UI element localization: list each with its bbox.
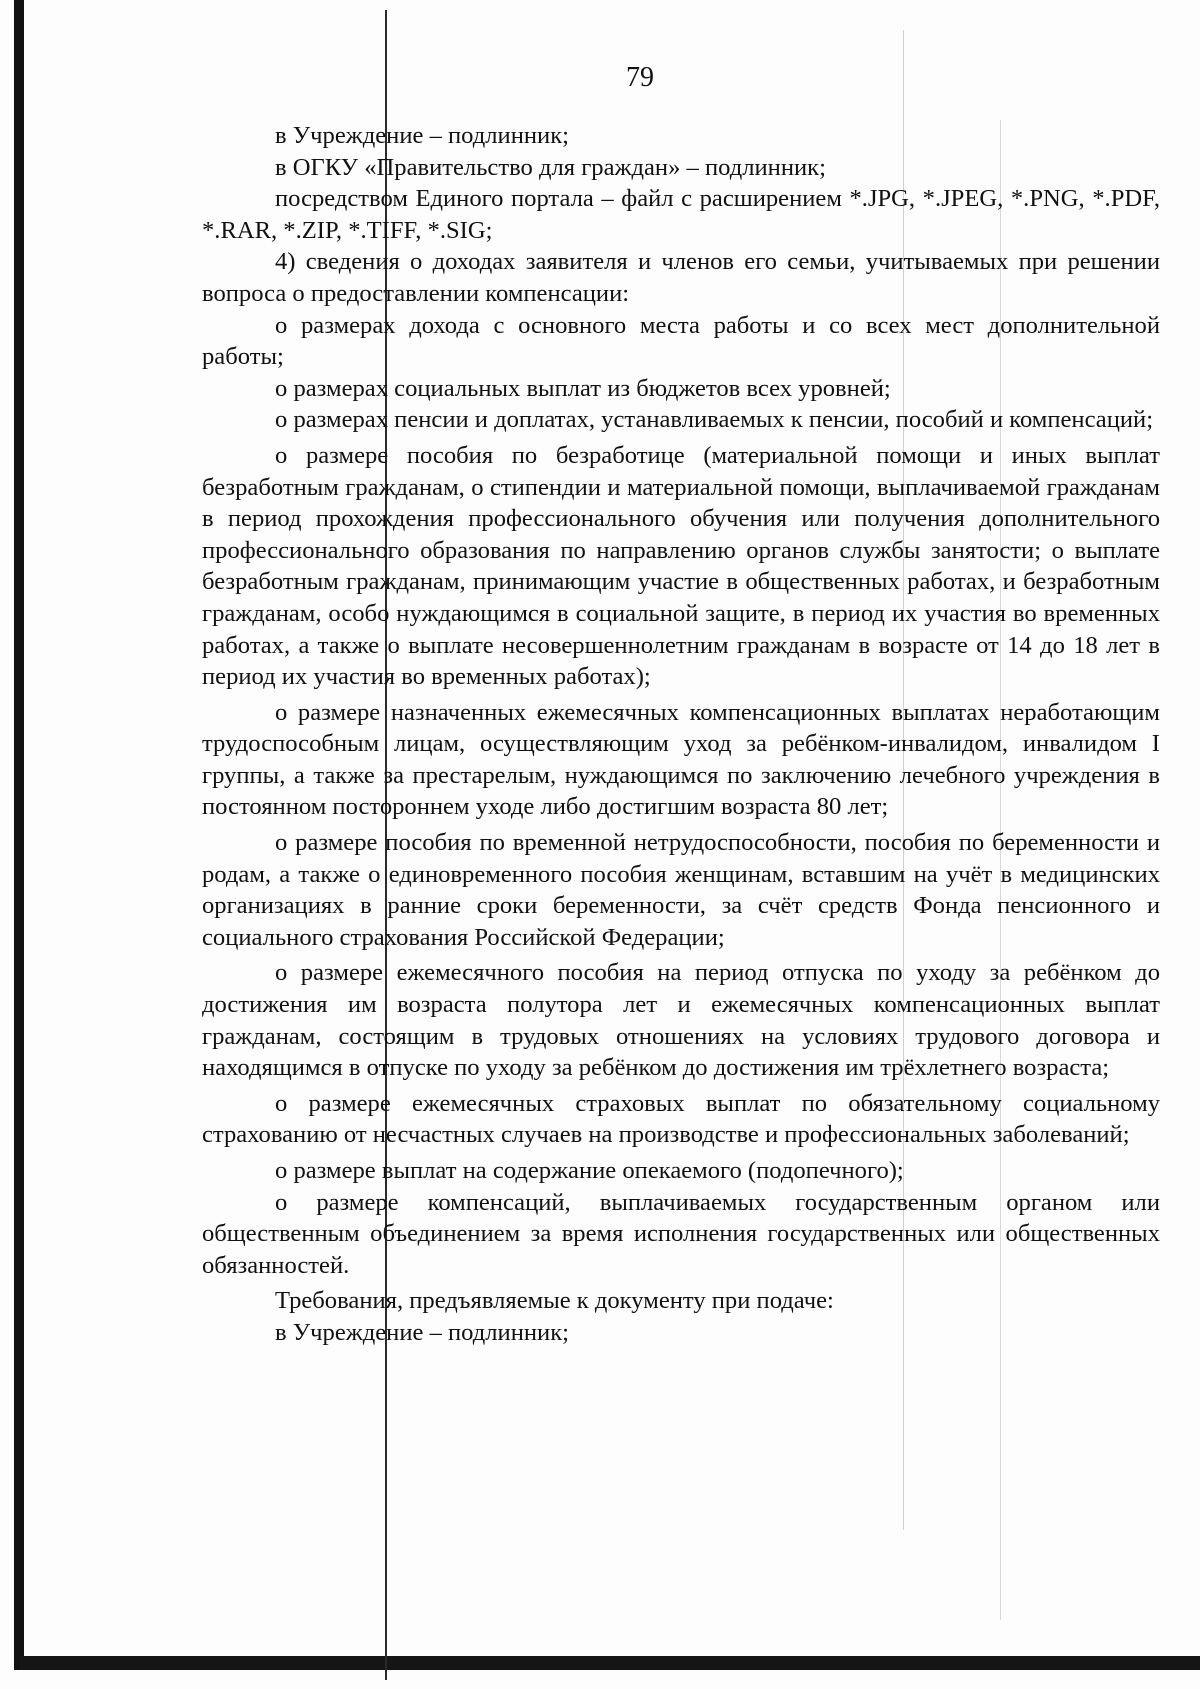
paragraph: о размере ежемесячных страховых выплат по обязательному социальному страхованию от несчастных случаев на производстве и профессиональных заболеваний; [202, 1089, 1160, 1149]
scan-left-border [14, 0, 24, 1670]
paragraph: посредством Единого портала – файл с расширением *.JPG, *.JPEG, *.PNG, *.PDF, *.RAR, *.ZIP, *.TIFF, *.SIG; [202, 185, 1160, 244]
paragraph: в Учреждение – подлинник; [275, 122, 569, 149]
paragraph: в Учреждение – подлинник; [275, 1318, 569, 1346]
paragraph: о размере назначенных ежемесячных компенсационных выплатах неработающим трудоспособным лицам, осуществляющим уход за ребёнком-инвалидом, инвалидом I группы, а также за престарелым, нуждающимся по заключению лечебного учреждения в постоянном постороннем уходе либо достигшим возраста 80 лет; [202, 698, 1160, 821]
paragraph: о размерах дохода с основного места работы и со всех мест дополнительной работы; [202, 311, 1160, 371]
paragraph: о размерах пенсии и доплатах, устанавливаемых к пенсии, пособий и компенсаций; [275, 406, 1154, 434]
paragraph: о размере ежемесячного пособия на период отпуска по уходу за ребёнком до достижения им возраста полутора лет и ежемесячных компенсационных выплат гражданам, состоящим в трудовых отношениях на условиях трудового договора и находящимся в отпуске по уходу за ребёнком до достижения им трёхлетнего возраста; [202, 959, 1160, 1082]
paragraph: о размере пособия по безработице (материальной помощи и иных выплат безработным гражданам, о стипендии и материальной помощи, выплачиваемой гражданам в период прохождения профессионального обучения или получения дополнительного профессионального образования по направлению органов службы занятости; о выплате безработным гражданам, принимающим участие в общественных работах, и безработным гражданам, особо нуждающимся в социальной защите, в период их участия во временных работах, а также о выплате несовершеннолетним гражданам в возрасте от 14 до 18 лет в период их участия во временных работах); [202, 441, 1160, 691]
scan-bottom-border [20, 1656, 1200, 1670]
paragraph: в ОГКУ «Правительство для граждан» – подлинник; [275, 153, 826, 181]
paragraph: о размере выплат на содержание опекаемого (подопечного); [275, 1157, 904, 1184]
paragraph: 4) сведения о доходах заявителя и членов его семьи, учитываемых при решении вопроса о предоставлении компенсации: [202, 248, 1160, 307]
page-number: 79 [626, 62, 654, 93]
paragraph: о размерах социальных выплат из бюджетов всех уровней; [275, 374, 891, 402]
document-body [202, 120, 1160, 1349]
paragraph: о размере пособия по временной нетрудоспособности, пособия по беременности и родам, а также о единовременного пособия женщинам, вставшим на учёт в медицинских организациях в ранние сроки беременности, за счёт средств Фонда пенсионного и социального страхования Российской Федерации; [202, 829, 1160, 951]
paragraph: о размере компенсаций, выплачиваемых государственным органом или общественным объединением за время исполнения государственных или общественных обязанностей. [202, 1188, 1160, 1279]
paragraph: Требования, предъявляемые к документу при подаче: [275, 1287, 834, 1315]
